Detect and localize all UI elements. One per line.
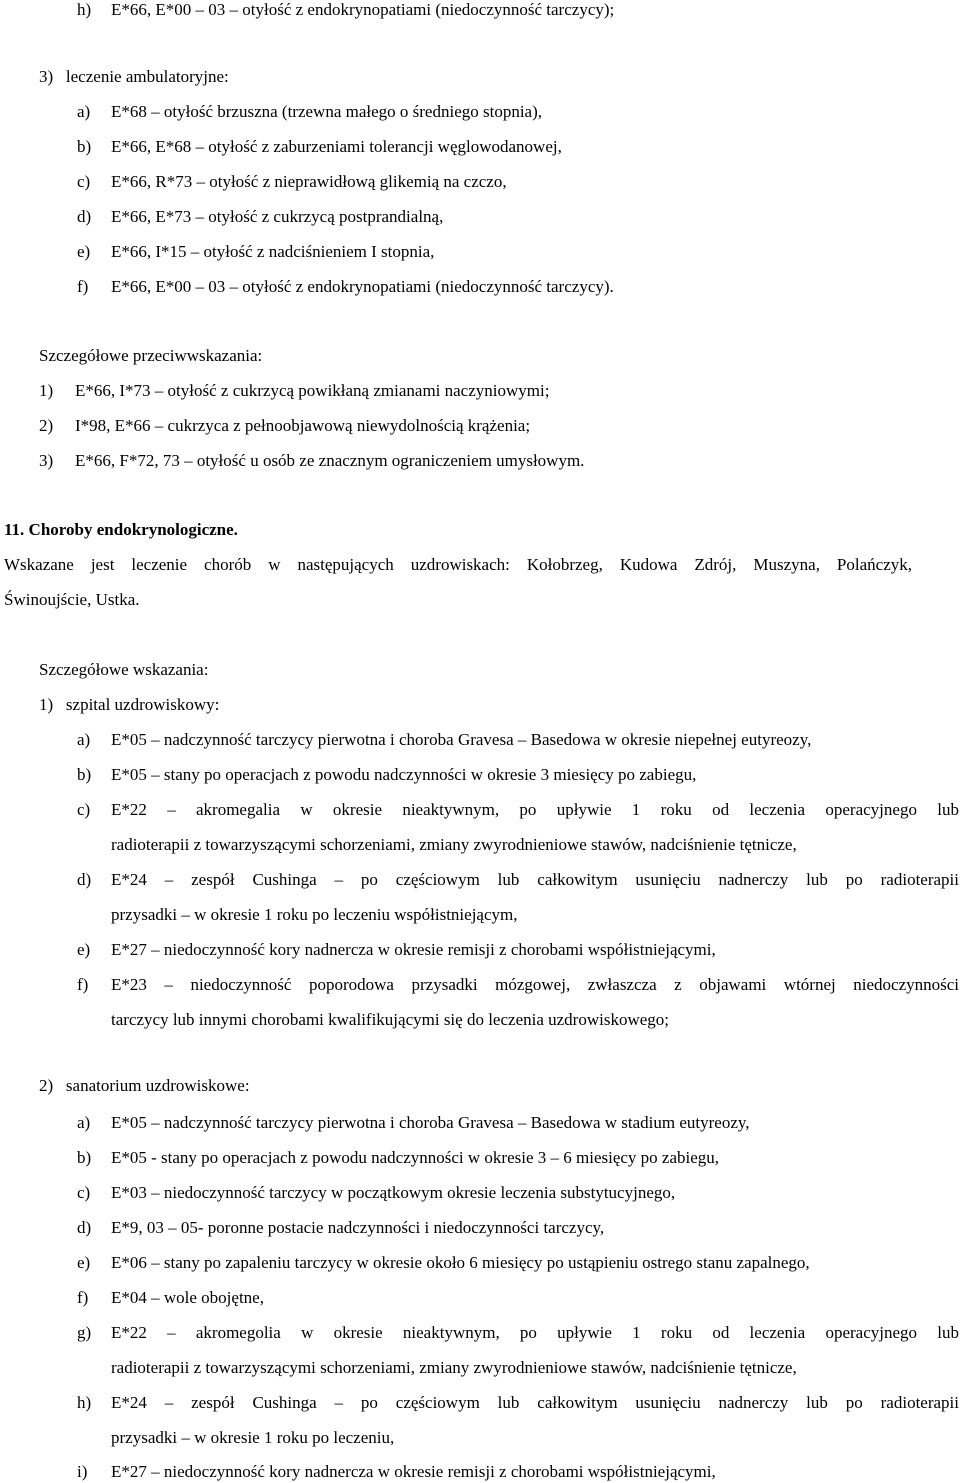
section-heading: 2) sanatorium uzdrowiskowe: [39,1076,250,1095]
list-item [0,101,960,123]
list-item-text: E*9, 03 – 05- poronne postacie nadczynności i niedoczynności tarczycy, [111,1218,605,1237]
list-item-text: E*23 – niedoczynność poporodowa przysadki mózgowej, zwłaszcza z objawami wtórnej niedoczynności [111,975,959,994]
list-item-continuation [0,834,960,856]
list-item-text: E*04 – wole obojętne, [111,1288,264,1307]
list-marker: f) [77,1288,89,1307]
list-marker: f) [77,277,89,296]
list-item [0,450,960,472]
list-marker: c) [77,172,91,191]
intro-paragraph-line: Świnoujście, Ustka. [4,590,140,609]
list-item [0,206,960,228]
list-item-text: E*24 – zespół Cushinga – po częściowym lub całkowitym usunięciu nadnerczy lub po radioterapii [111,1393,959,1412]
list-marker: a) [77,102,91,121]
section-title: 11. Choroby endokrynologiczne. [4,520,238,539]
list-item-text: E*66, E*68 – otyłość z zaburzeniami tolerancji węglowodanowej, [111,137,562,156]
list-marker: g) [77,1323,92,1342]
list-item-text: E*66, F*72, 73 – otyłość u osób ze znacznym ograniczeniem umysłowym. [75,451,585,470]
list-item-continuation [0,1009,960,1031]
list-marker: f) [77,975,89,994]
list-item [0,415,960,437]
list-item-text: E*27 – niedoczynność kory nadnercza w okresie remisji z chorobami współistniejącymi, [111,940,716,959]
list-item [0,1182,960,1204]
list-item-text: radioterapii z towarzyszącymi schorzeniami, zmiany zwyrodnieniowe stawów, nadciśnienie tętnicze, [111,1358,797,1377]
list-item [0,974,960,996]
list-marker: b) [77,765,92,784]
list-item-text: przysadki – w okresie 1 roku po leczeniu współistniejącym, [111,905,518,924]
list-item-text: E*66, E*73 – otyłość z cukrzycą postprandialną, [111,207,444,226]
list-marker: c) [77,800,91,819]
list-item-continuation [0,904,960,926]
list-marker: b) [77,137,92,156]
list-item-continuation [0,1427,960,1449]
list-item [0,729,960,751]
list-marker: 2) [39,416,54,435]
list-item-text: E*22 – akromegolia w okresie nieaktywnym, po upływie 1 roku od leczenia operacyjnego lub [111,1323,959,1342]
section-heading: Szczegółowe przeciwwskazania: [39,346,263,365]
list-marker: b) [77,1148,92,1167]
list-item-text: E*05 – nadczynność tarczycy pierwotna i choroba Gravesa – Basedowa w okresie niepełnej eutyreozy, [111,730,812,749]
list-item [0,0,960,21]
list-marker: a) [77,730,91,749]
section-heading: 3) leczenie ambulatoryjne: [39,67,229,86]
list-item-text: I*98, E*66 – cukrzyca z pełnoobjawową niewydolnością krążenia; [75,416,531,435]
list-item-continuation [0,1357,960,1379]
section-heading: 1) szpital uzdrowiskowy: [39,695,220,714]
list-item-text: przysadki – w okresie 1 roku po leczeniu, [111,1428,395,1447]
list-item-text: radioterapii z towarzyszącymi schorzeniami, zmiany zwyrodnieniowe stawów, nadciśnienie tętnicze, [111,835,797,854]
list-marker: d) [77,207,92,226]
list-item [0,869,960,891]
list-marker: e) [77,1253,91,1272]
list-marker: h) [77,0,92,19]
list-item-text: E*27 – niedoczynność kory nadnercza w okresie remisji z chorobami współistniejącymi, [111,1462,716,1481]
list-item-text: E*24 – zespół Cushinga – po częściowym lub całkowitym usunięciu nadnerczy lub po radioterapii [111,870,959,889]
list-item-text: E*05 – nadczynność tarczycy pierwotna i choroba Gravesa – Basedowa w stadium eutyreozy, [111,1113,750,1132]
list-marker: 1) [39,381,54,400]
list-marker: d) [77,870,92,889]
list-item-text: E*06 – stany po zapaleniu tarczycy w okresie około 6 miesięcy po ustąpieniu ostrego stanu zapalnego, [111,1253,810,1272]
list-item-text: E*03 – niedoczynność tarczycy w początkowym okresie leczenia substytucyjnego, [111,1183,676,1202]
list-marker: e) [77,242,91,261]
list-marker: d) [77,1218,92,1237]
list-marker: c) [77,1183,91,1202]
list-item-text: E*66, R*73 – otyłość z nieprawidłową glikemią na czczo, [111,172,507,191]
list-item-text: E*66, I*73 – otyłość z cukrzycą powikłaną zmianami naczyniowymi; [75,381,550,400]
list-item [0,1392,960,1414]
list-item [0,136,960,158]
list-item-text: tarczycy lub innymi chorobami kwalifikującymi się do leczenia uzdrowiskowego; [111,1010,669,1029]
list-item [0,1252,960,1274]
list-item-text: E*66, E*00 – 03 – otyłość z endokrynopatiami (niedoczynność tarczycy); [111,0,615,19]
list-marker: e) [77,940,91,959]
list-item [0,1287,960,1309]
list-item [0,939,960,961]
list-item-text: E*22 – akromegalia w okresie nieaktywnym, po upływie 1 roku od leczenia operacyjnego lub [111,800,959,819]
list-item-text: E*66, I*15 – otyłość z nadciśnieniem I stopnia, [111,242,435,261]
list-item [0,799,960,821]
list-item-text: E*05 - stany po operacjach z powodu nadczynności w okresie 3 – 6 miesięcy po zabiegu, [111,1148,720,1167]
section-heading: Szczegółowe wskazania: [39,660,209,679]
list-item [0,1147,960,1169]
list-item [0,171,960,193]
intro-paragraph-line: Wskazane jest leczenie chorób w następujących uzdrowiskach: Kołobrzeg, Kudowa Zdrój, Muszyna, Polańczyk, [4,555,912,574]
list-marker: h) [77,1393,92,1412]
list-item [0,1112,960,1134]
list-marker: 3) [39,451,54,470]
list-item [0,1461,960,1483]
list-item-text: E*66, E*00 – 03 – otyłość z endokrynopatiami (niedoczynność tarczycy). [111,277,614,296]
list-marker: a) [77,1113,91,1132]
list-item [0,241,960,263]
list-item [0,276,960,298]
list-item [0,764,960,786]
list-item [0,1322,960,1344]
list-marker: i) [77,1462,88,1481]
list-item-text: E*68 – otyłość brzuszna (trzewna małego o średniego stopnia), [111,102,543,121]
list-item-text: E*05 – stany po operacjach z powodu nadczynności w okresie 3 miesięcy po zabiegu, [111,765,697,784]
list-item [0,1217,960,1239]
list-item [0,380,960,402]
